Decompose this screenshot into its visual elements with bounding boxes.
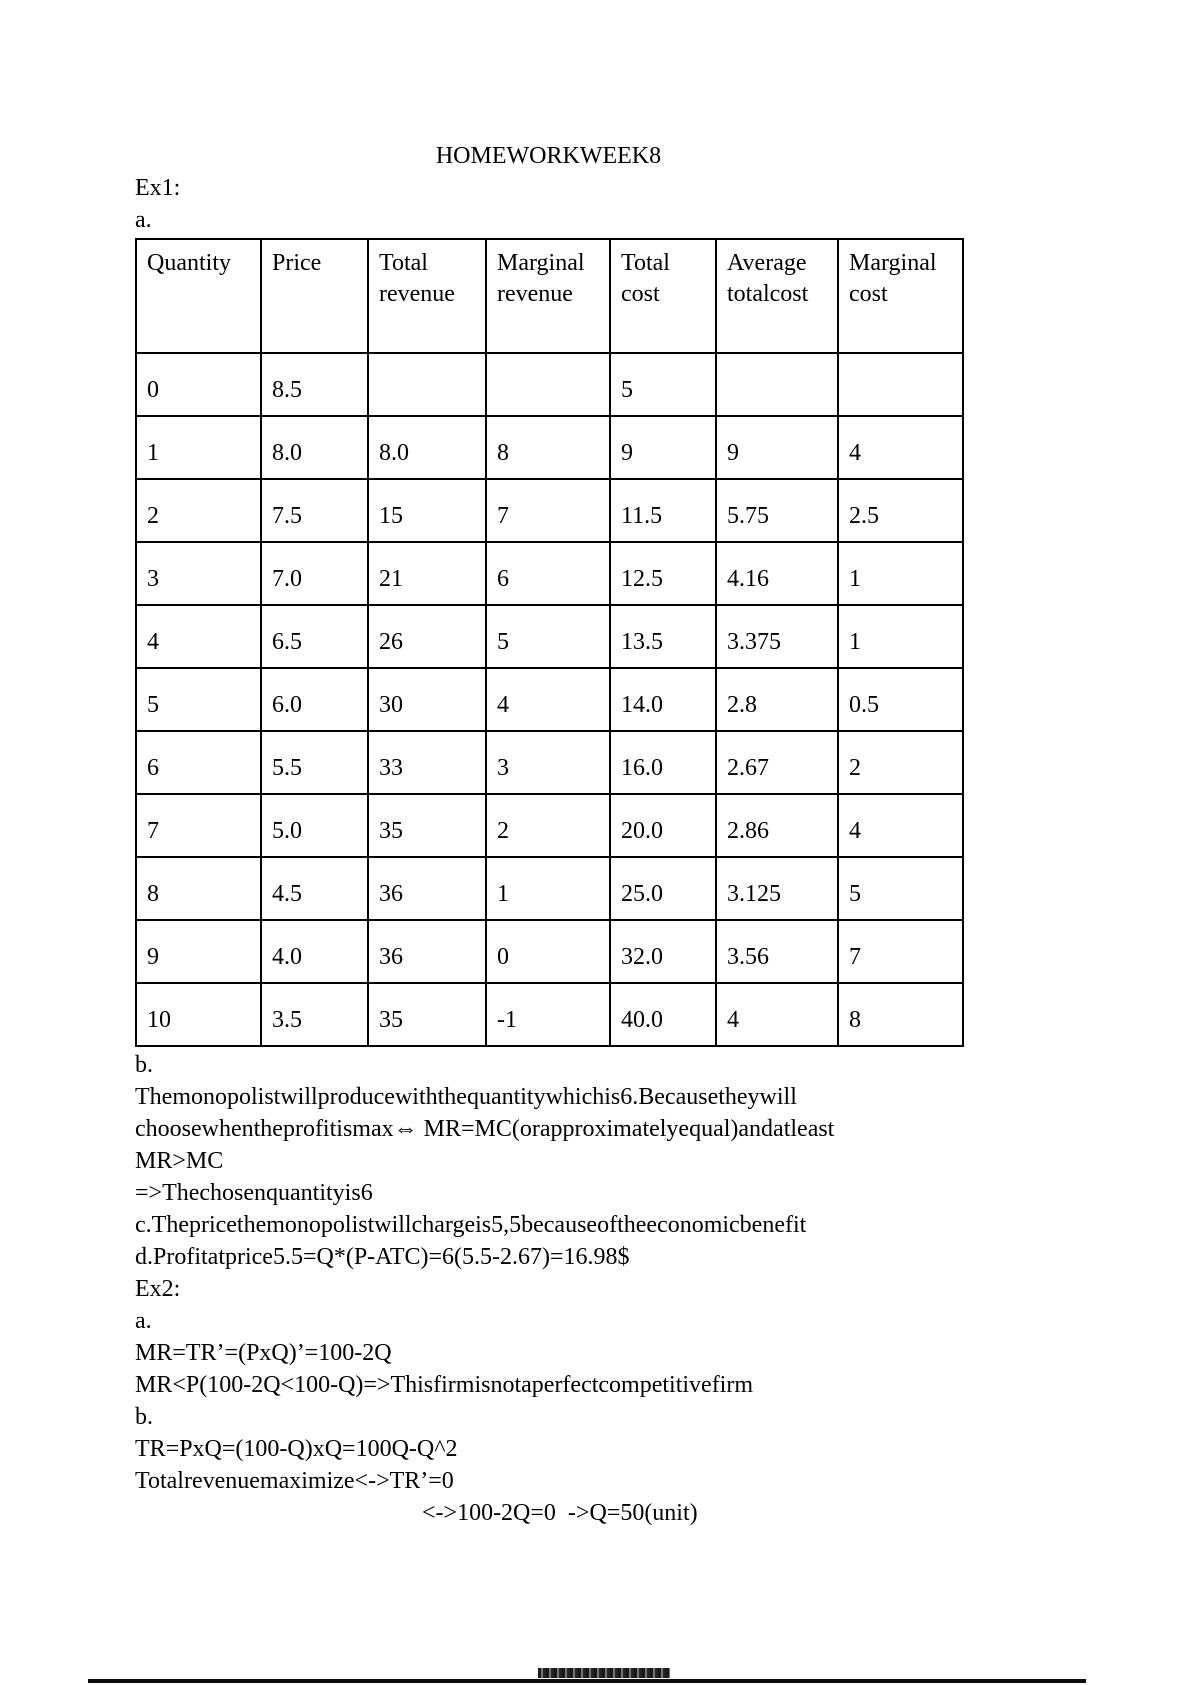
table-cell: 21 <box>368 542 486 605</box>
table-cell: 26 <box>368 605 486 668</box>
scan-artifact-smudge <box>538 1668 670 1678</box>
text-line: b. <box>135 1052 153 1078</box>
document-content <box>135 140 962 1529</box>
body-lines <box>135 1049 962 1529</box>
table-cell: 2.67 <box>716 731 838 794</box>
table-cell <box>368 353 486 416</box>
table-cell: 15 <box>368 479 486 542</box>
table-cell: 5 <box>486 605 610 668</box>
text-line: MR>MC <box>135 1148 224 1174</box>
text-line: choosewhentheprofitismax⇔ MR=MC(orapproximatelyequal)andatleast <box>135 1116 835 1142</box>
text-line: Ex2: <box>135 1276 181 1302</box>
table-row <box>136 857 963 920</box>
table-cell: 5.0 <box>261 794 368 857</box>
table-row <box>136 794 963 857</box>
table-cell: 30 <box>368 668 486 731</box>
table-row <box>136 668 963 731</box>
table-cell: 7.5 <box>261 479 368 542</box>
table-cell: 4 <box>838 416 963 479</box>
table-cell: 0 <box>136 353 261 416</box>
table-cell: 8.0 <box>261 416 368 479</box>
table-header-cell: Price <box>261 239 368 353</box>
table-cell: 14.0 <box>610 668 716 731</box>
table-cell: 9 <box>716 416 838 479</box>
table-cell: 2 <box>838 731 963 794</box>
table-row <box>136 605 963 668</box>
text-line: MR=TR’=(PxQ)’=100-2Q <box>135 1340 392 1366</box>
table-cell: 1 <box>136 416 261 479</box>
table-cell: 3 <box>486 731 610 794</box>
text-line: Themonopolistwillproducewiththequantitywhichis6.Becausetheywill <box>135 1084 797 1110</box>
table-cell: 8 <box>838 983 963 1046</box>
table-cell: 4 <box>486 668 610 731</box>
table-cell <box>486 353 610 416</box>
table-cell: 16.0 <box>610 731 716 794</box>
table-body <box>136 353 963 1046</box>
text-line: b. <box>135 1404 153 1430</box>
table-cell: 2.8 <box>716 668 838 731</box>
table-cell: 5 <box>136 668 261 731</box>
table-cell: 36 <box>368 857 486 920</box>
table-header-cell: Marginal revenue <box>486 239 610 353</box>
table-cell: 36 <box>368 920 486 983</box>
table-cell: 4 <box>136 605 261 668</box>
text-line: MR<P(100-2Q<100-Q)=>Thisfirmisnotaperfectcompetitivefirm <box>135 1372 754 1398</box>
table-header-cell: Total cost <box>610 239 716 353</box>
table-row <box>136 353 963 416</box>
table-cell: 5.5 <box>261 731 368 794</box>
table-cell: 2.86 <box>716 794 838 857</box>
table-cell: 13.5 <box>610 605 716 668</box>
page-title: HOMEWORKWEEK8 <box>435 143 662 169</box>
table-header-row <box>136 239 963 353</box>
table-cell: 35 <box>368 794 486 857</box>
text-line: <->100-2Q=0 ->Q=50(unit) <box>422 1500 698 1526</box>
table-row <box>136 542 963 605</box>
table-cell: 3.125 <box>716 857 838 920</box>
table-cell: 1 <box>838 605 963 668</box>
table-cell: 33 <box>368 731 486 794</box>
table-cell: 7 <box>136 794 261 857</box>
table-row <box>136 479 963 542</box>
text-line: d.Profitatprice5.5=Q*(P-ATC)=6(5.5-2.67)=16.98$ <box>135 1244 630 1270</box>
text-line: TR=PxQ=(100-Q)xQ=100Q-Q^2 <box>135 1436 458 1462</box>
table-cell: 8 <box>136 857 261 920</box>
table-cell: 8.0 <box>368 416 486 479</box>
table-cell: 5 <box>610 353 716 416</box>
table-cell: 8.5 <box>261 353 368 416</box>
table-cell: 2 <box>486 794 610 857</box>
table-cell: 5.75 <box>716 479 838 542</box>
table-cell <box>838 353 963 416</box>
table-cell: 1 <box>486 857 610 920</box>
table-cell: 7 <box>838 920 963 983</box>
table-cell: 2 <box>136 479 261 542</box>
table-cell <box>716 353 838 416</box>
table-cell: 3 <box>136 542 261 605</box>
table-header-cell: Marginal cost <box>838 239 963 353</box>
table-cell: 0.5 <box>838 668 963 731</box>
table-header-cell: Average totalcost <box>716 239 838 353</box>
table-cell: 3.5 <box>261 983 368 1046</box>
table-cell: 6.0 <box>261 668 368 731</box>
table-cell: 3.56 <box>716 920 838 983</box>
table-cell: 2.5 <box>838 479 963 542</box>
table-cell: 3.375 <box>716 605 838 668</box>
table-row <box>136 731 963 794</box>
table-cell: 4.0 <box>261 920 368 983</box>
table-cell: 20.0 <box>610 794 716 857</box>
table-cell: 7 <box>486 479 610 542</box>
table-header-cell: Total revenue <box>368 239 486 353</box>
table-cell: 9 <box>136 920 261 983</box>
table-cell: 6.5 <box>261 605 368 668</box>
exercise1-label: Ex1: <box>135 175 181 201</box>
ex1-table <box>135 238 964 1047</box>
table-cell: 4 <box>838 794 963 857</box>
table-cell: 35 <box>368 983 486 1046</box>
table-cell: 40.0 <box>610 983 716 1046</box>
table-cell: 6 <box>486 542 610 605</box>
table-header-cell: Quantity <box>136 239 261 353</box>
table-cell: -1 <box>486 983 610 1046</box>
table-cell: 32.0 <box>610 920 716 983</box>
table-cell: 6 <box>136 731 261 794</box>
text-line: a. <box>135 1308 152 1334</box>
table-row <box>136 416 963 479</box>
table-cell: 4 <box>716 983 838 1046</box>
table-cell: 7.0 <box>261 542 368 605</box>
table-cell: 1 <box>838 542 963 605</box>
table-cell: 5 <box>838 857 963 920</box>
text-line: Totalrevenuemaximize<->TR’=0 <box>135 1468 454 1494</box>
table-row <box>136 983 963 1046</box>
table-cell: 4.16 <box>716 542 838 605</box>
text-line: c.Thepricethemonopolistwillchargeis5,5becauseoftheeconomicbenefit <box>135 1212 807 1238</box>
table-cell: 11.5 <box>610 479 716 542</box>
table-cell: 0 <box>486 920 610 983</box>
scan-artifact-line <box>88 1679 1086 1683</box>
table-row <box>136 920 963 983</box>
table-cell: 4.5 <box>261 857 368 920</box>
table-cell: 9 <box>610 416 716 479</box>
table-cell: 12.5 <box>610 542 716 605</box>
part-a-label: a. <box>135 207 152 233</box>
table-cell: 25.0 <box>610 857 716 920</box>
table-cell: 10 <box>136 983 261 1046</box>
table-cell: 8 <box>486 416 610 479</box>
text-line: =>Thechosenquantityis6 <box>135 1180 373 1206</box>
